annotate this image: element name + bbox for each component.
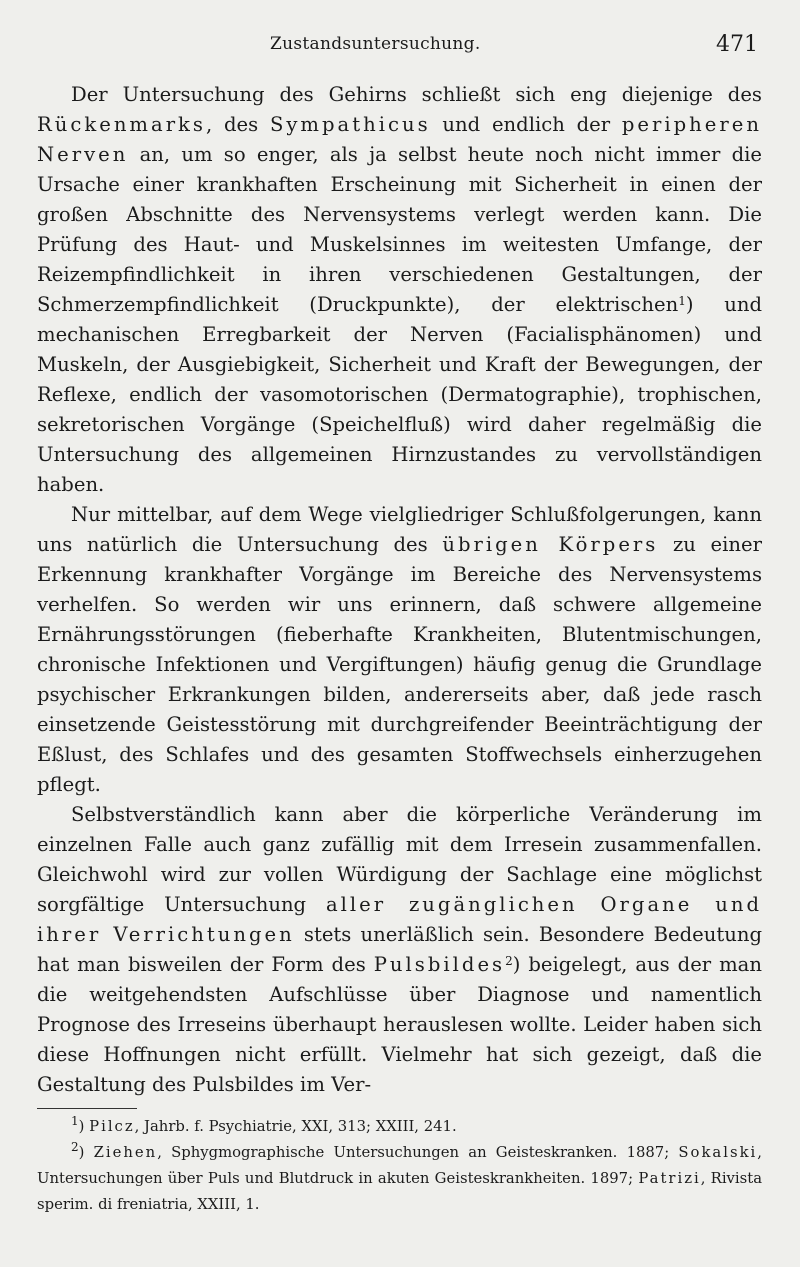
- paragraph-2: [37, 500, 762, 800]
- emphasis-sympathicus: Sympathicus: [269, 113, 431, 136]
- text-run: Der Untersuchung des Gehirns schließt sich eng diejenige des: [71, 83, 762, 106]
- footnote-author: Pilcz: [89, 1118, 135, 1135]
- footnote-text: , Sphygmographische Untersuchungen an Geisteskranken. 1887;: [157, 1144, 679, 1161]
- footnote-author: Ziehen: [93, 1144, 158, 1161]
- body-text: [37, 80, 762, 1100]
- page-number: 471: [716, 32, 758, 57]
- running-head: Zustandsuntersuchung.: [270, 34, 481, 54]
- emphasis-aller-organe: aller zugänglichen Organe und ihrer Verrichtungen: [37, 893, 762, 946]
- text-run: und endlich der: [430, 113, 622, 136]
- text-run: Selbstverständlich kann aber die körperliche Veränderung im einzelnen Falle auch ganz zufällig mit dem Irresein zusammenfallen. Gleichwohl wird zur vollen Würdigung der Sachlage eine möglichst sorgfältige Untersuchung: [37, 803, 762, 916]
- footnote-paren: ): [78, 1144, 94, 1161]
- paragraph-3: [37, 800, 762, 1100]
- footnote-paren: ): [78, 1118, 90, 1135]
- text-run: stets unerläßlich sein. Besondere Bedeutung hat man bisweilen der Form des: [37, 923, 762, 976]
- text-run: ) beigelegt, aus der man die weitgehendsten Aufschlüsse über Diagnose und namentlich Prognose des Irreseins überhaupt herauslesen wollte. Leider haben sich diese Hoffnungen nicht erfüllt. Vielmehr hat sich gezeigt, daß die Gestaltung des Pulsbildes im Ver-: [37, 953, 762, 1096]
- footnote-text: , Rivista sperim. di freniatria, XXIII, 1.: [37, 1170, 763, 1213]
- footnote-2: [37, 1140, 762, 1218]
- page-header: [0, 34, 800, 66]
- footnote-marker: 2: [71, 1140, 79, 1154]
- emphasis-rueckenmarks: Rückenmarks: [37, 113, 206, 136]
- emphasis-pulsbildes: Pulsbildes: [373, 953, 506, 976]
- footnote-ref-2[interactable]: 2: [505, 954, 513, 968]
- footnotes: [37, 1114, 762, 1218]
- paragraph-1: [37, 80, 762, 500]
- emphasis-uebrigen-koerpers: übrigen Körpers: [442, 533, 659, 556]
- text-run: , des: [206, 113, 270, 136]
- footnote-divider: [37, 1108, 137, 1109]
- footnote-text: , Jahrb. f. Psychiatrie, XXI, 313; XXIII, 241.: [134, 1118, 457, 1135]
- text-run: zu einer Erkennung krankhafter Vorgänge im Bereiche des Nervensystems verhelfen. So werden wir uns erinnern, daß schwere allgemeine Ernährungsstörungen (fieberhafte Krankheiten, Blutentmischungen, chronische Infektionen und Vergiftungen) häufig genug die Grundlage psychischer Erkrankungen bilden, andererseits aber, daß jede rasch einsetzende Geistesstörung mit durchgreifender Beeinträchtigung der Eßlust, des Schlafes und des gesamten Stoffwechsels einherzugehen pflegt.: [37, 533, 762, 796]
- emphasis-peripheren-nerven: peripheren Nerven: [37, 113, 762, 166]
- text-run: Nur mittelbar, auf dem Wege vielgliedriger Schlußfolgerungen, kann uns natürlich die Untersuchung des: [37, 503, 762, 556]
- footnote-ref-1[interactable]: 1: [678, 294, 686, 308]
- text-run: ) und mechanischen Erregbarkeit der Nerven (Facialisphänomen) und Muskeln, der Ausgiebigkeit, Sicherheit und Kraft der Bewegungen, der Reflexe, endlich der vasomotorischen (Dermatographie), trophischen, sekretorischen Vorgänge (Speichelfluß) wird daher regelmäßig die Untersuchung des allgemeinen Hirnzustandes zu vervollständigen haben.: [37, 293, 762, 496]
- footnote-marker: 1: [71, 1114, 79, 1128]
- footnote-author: Sokalski: [678, 1144, 758, 1161]
- footnote-1: [37, 1114, 762, 1140]
- footnote-text: , Untersuchungen über Puls und Blutdruck in akuten Geisteskrankheiten. 1897;: [37, 1144, 762, 1187]
- text-run: an, um so enger, als ja selbst heute noch nicht immer die Ursache einer krankhaften Erscheinung mit Sicherheit in einen der großen Abschnitte des Nervensystems verlegt werden kann. Die Prüfung des Haut- und Muskelsinnes im weitesten Umfange, der Reizempfindlichkeit in ihren verschiedenen Gestaltungen, der Schmerzempfindlichkeit (Druckpunkte), der elektrischen: [37, 143, 762, 316]
- footnote-author: Patrizi: [638, 1170, 701, 1187]
